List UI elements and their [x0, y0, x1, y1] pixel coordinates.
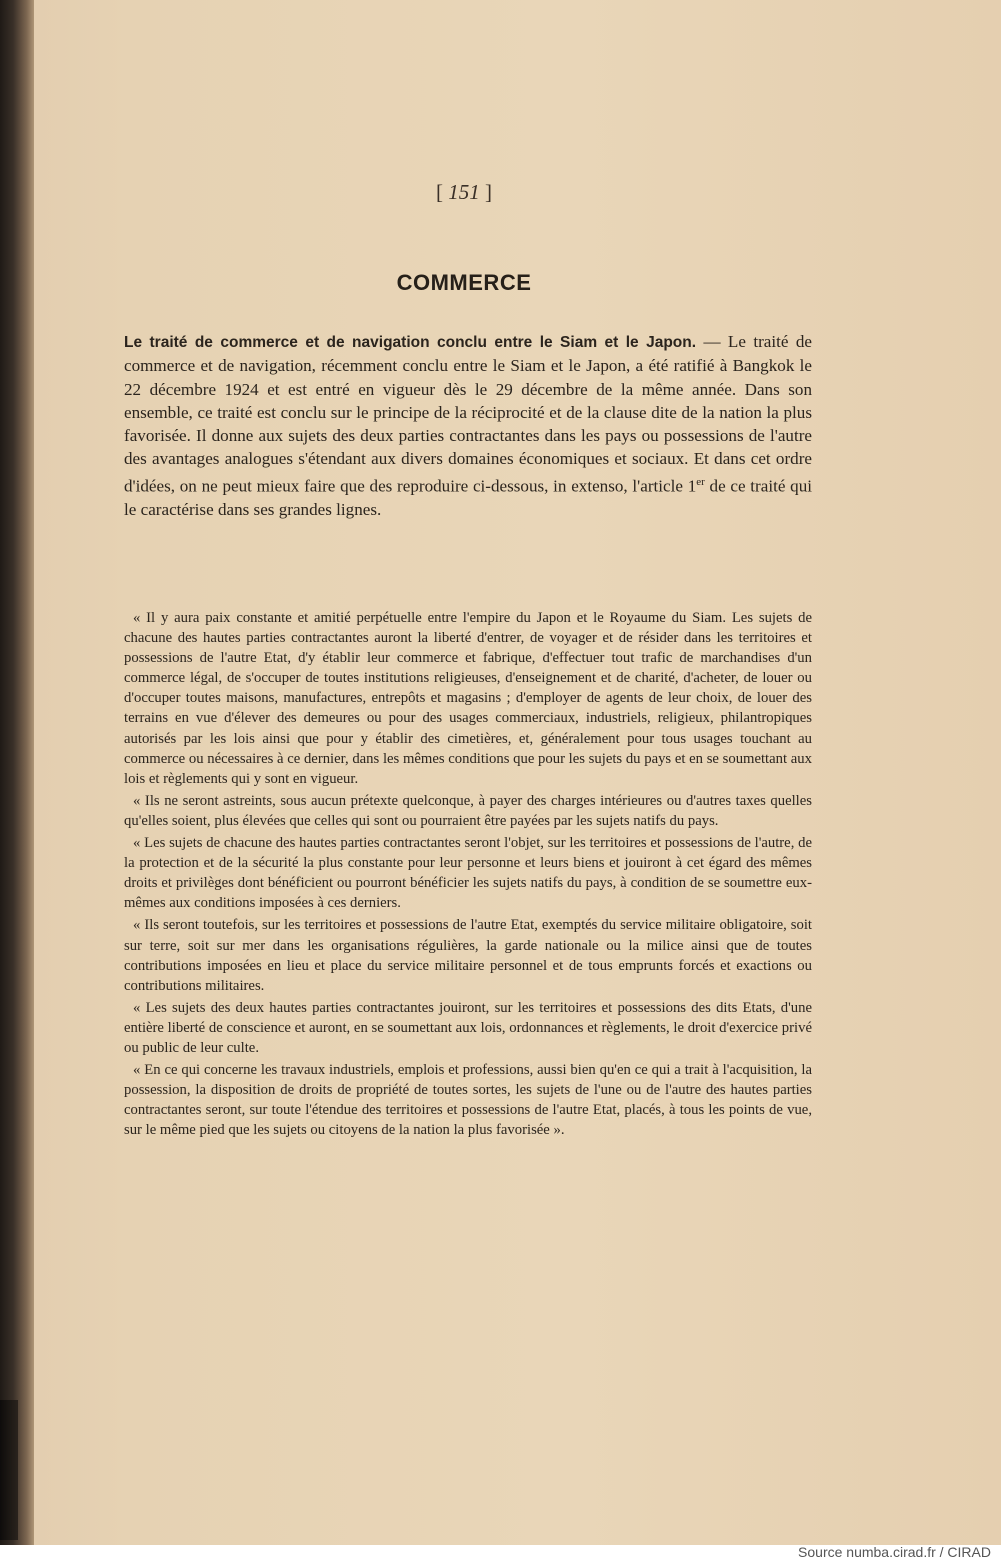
treaty-quote — [124, 608, 812, 1142]
quote-paragraph: « Les sujets de chacune des hautes parties contractantes seront l'objet, sur les territoires et possessions de l'autre, de la protection et de la sécurité la plus constante pour leur personne et leurs biens et jouiront à cet égard des mêmes droits et privilèges dont bénéficient ou pourront bénéficier les sujets natifs du pays, à condition de se soumettre eux-mêmes aux conditions imposées à ces derniers. — [124, 835, 812, 912]
quote-paragraph: « Ils seront toutefois, sur les territoires et possessions de l'autre Etat, exemptés du service militaire obligatoire, soit sur terre, soit sur mer dans les organisations régulières, la garde nationale ou la milice ainsi que de toutes contributions imposées en lieu et place du service militaire personnel et de tous emprunts forcés et exactions ou contributions militaires. — [124, 917, 812, 994]
source-credit: Source numba.cirad.fr / CIRAD — [798, 1544, 991, 1560]
intro-lead: Le traité de commerce et de navigation conclu entre le Siam et le Japon. — [124, 334, 697, 351]
page-number-value: 151 — [448, 180, 480, 204]
page-number-open-bracket: [ — [436, 180, 443, 204]
intro-paragraph — [124, 330, 812, 521]
binding-shadow-dark — [0, 1400, 18, 1540]
quote-paragraph: « Ils ne seront astreints, sous aucun prétexte quelconque, à payer des charges intérieures ou d'autres taxes quelles qu'elles soient, plus élevées que celles qui sont ou pourraient être payées par les sujets natifs du pays. — [124, 792, 812, 829]
quote-paragraph: « Il y aura paix constante et amitié perpétuelle entre l'empire du Japon et le Royaume du Siam. Les sujets de chacune des hautes parties contractantes auront la liberté d'entrer, de voyager et de résider dans les territoires et possessions de l'autre Etat, d'y établir leur commerce et fabrique, d'effectuer tout trafic de marchandises d'un commerce légal, de s'occuper de toutes institutions religieuses, d'enseignement et de charité, d'acheter, de louer ou d'occuper toutes maisons, manufactures, entrepôts et magasins ; d'employer de agents de leur choix, de louer des terrains en vue d'élever des demeures ou pour des usages commerciaux, industriels, religieux, philantropiques autorisés par les lois ainsi que pour y établir des cimetières, et, généralement pour tous usages touchant au commerce ou nécessaires à ce dernier, dans les mêmes conditions que pour les sujets du pays et en se soumettant aux lois et règlements qui y sont en vigueur. — [124, 610, 812, 787]
section-title: COMMERCE — [396, 270, 532, 295]
quote-paragraph: « Les sujets des deux hautes parties contractantes jouiront, sur les territoires et possessions des dits Etats, d'une entière liberté de conscience et auront, en se soumettant aux lois, ordonnances et règlements, le droit d'exercice privé ou public de leur culte. — [124, 999, 812, 1056]
binding-shadow — [0, 0, 38, 1566]
page-number-close-bracket: ] — [485, 180, 492, 204]
quote-paragraph: « En ce qui concerne les travaux industriels, emplois et professions, aussi bien qu'en ce qui a trait à l'acquisition, la possession, la disposition de droits de propriété de toutes sortes, les sujets de l'une ou de l'autre des hautes parties contractantes seront, sur toute l'étendue des territoires et possessions de l'autre Etat, placés, à tous les points de vue, sur le même pied que les sujets ou citoyens de la nation la plus favorisée ». — [124, 1062, 812, 1139]
intro-superscript: er — [696, 475, 705, 488]
intro-text-end: de ce traité qui le caractérise dans ses grandes lignes. — [124, 476, 812, 519]
intro-text: — Le traité de commerce et de navigation, récemment conclu entre le Siam et le Japon, a été ratifié à Bangkok le 22 décembre 1924 et est entré en vigueur dès le 29 décembre de la même année. Dans son ensemble, ce traité est conclu sur le principe de la réciprocité et de la clause dite de la nation la plus favorisée. Il donne aux sujets des deux parties contractantes dans les pays ou possessions de l'autre des avantages analogues s'étendant aux divers domaines économiques et sociaux. Et dans cet ordre d'idées, on ne peut mieux faire que des reproduire ci-dessous, in extenso, l'article 1 — [124, 332, 812, 496]
page-number — [424, 180, 504, 205]
document-page — [34, 0, 1001, 1545]
